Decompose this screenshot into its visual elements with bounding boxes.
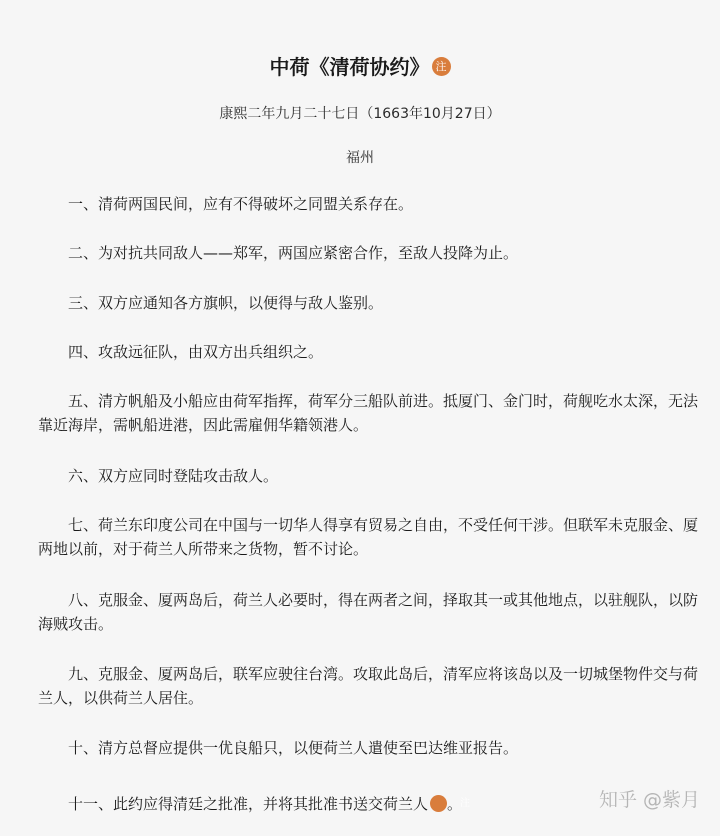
- title-text: 中荷《清荷协约》: [269, 55, 430, 79]
- article-1: 一、清荷两国民间，应有不得破坏之同盟关系存在。: [68, 195, 414, 213]
- watermark: 知乎 @紫月: [598, 789, 700, 811]
- title-footnote-marker[interactable]: 注: [432, 57, 451, 76]
- article-11-text: 十一、此约应得清廷之批准，并将其批准书送交荷兰人: [68, 795, 429, 813]
- article-8: 八、克服金、厦两岛后，荷兰人必要时，得在两者之间，择取其一或其他地点，以驻舰队，以防海贼攻击。: [38, 591, 699, 633]
- article-4: 四、攻敌远征队，由双方出兵组织之。: [68, 343, 324, 361]
- treaty-place: 福州: [346, 150, 374, 166]
- article-11-period: 。: [447, 795, 463, 813]
- article-3: 三、双方应通知各方旗帜，以便得与敌人鉴别。: [68, 294, 384, 312]
- article-6: 六、双方应同时登陆攻击敌人。: [68, 467, 279, 485]
- article-7: 七、荷兰东印度公司在中国与一切华人得享有贸易之自由，不受任何干涉。但联军未克服金、厦两地以前，对于荷兰人所带来之货物，暂不讨论。: [38, 516, 699, 558]
- article-10: 十、清方总督应提供一优良船只，以便荷兰人遣使至巴达维亚报告。: [68, 739, 519, 757]
- article-5: 五、清方帆船及小船应由荷军指挥，荷军分三船队前进。抵厦门、金门时，荷舰吃水太深，无法靠近海岸，需帆船进港，因此需雇佣华籍领港人。: [38, 392, 699, 434]
- document-title: [0, 52, 720, 82]
- article-9: 九、克服金、厦两岛后，联军应驶往台湾。攻取此岛后，清军应将该岛以及一切城堡物件交与荷兰人，以供荷兰人居住。: [38, 665, 699, 707]
- treaty-date: 康熙二年九月二十七日（1663年10月27日）: [219, 106, 501, 122]
- article-2: 二、为对抗共同敌人——郑军，两国应紧密合作，至敌人投降为止。: [68, 244, 519, 262]
- article-11-footnote-marker[interactable]: 注: [430, 795, 447, 812]
